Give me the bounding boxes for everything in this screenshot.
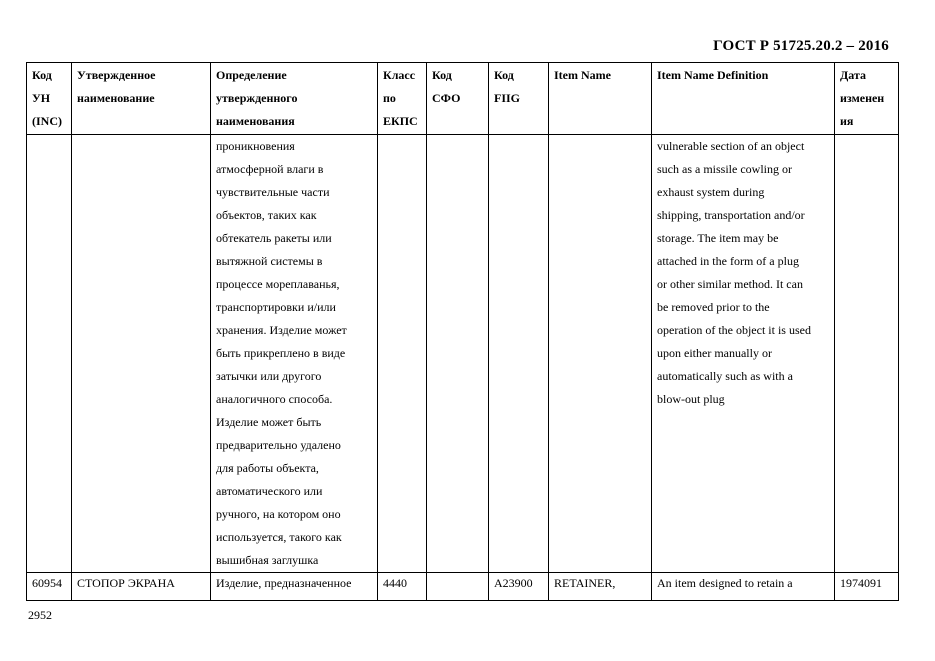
inc-cell: 60954	[27, 573, 72, 601]
item-name-cell: RETAINER,	[549, 573, 652, 601]
document-standard-header: ГОСТ Р 51725.20.2 – 2016	[713, 38, 889, 54]
item-names-table	[26, 62, 899, 601]
sfo-cell	[427, 573, 489, 601]
table-row	[27, 135, 899, 573]
definition-en-cell: An item designed to retain a	[652, 573, 835, 601]
column-header-item-name: Item Name	[549, 63, 652, 135]
column-header-definition: Определение утвержденного наименования	[211, 63, 378, 135]
class-cell: 4440	[378, 573, 427, 601]
continuation-definition-ru: проникновения атмосферной влаги в чувствительные части объектов, таких как обтекатель ракеты или вытяжной системы в процессе мореплаванья, транспортировки и/или хранения. Изделие может быть прикреплено в виде затычки или другого аналогичного способа. Изделие может быть предварительно удалено для работы объекта, автоматического или ручного, на котором оно используется, такого как вышибная заглушка	[211, 135, 378, 573]
table-header-row	[27, 63, 899, 135]
continuation-definition-en: vulnerable section of an object such as a missile cowling or exhaust system during shipping, transportation and/or storage. The item may be attached in the form of a plug or other similar method. It can be removed prior to the operation of the object it is used upon either manually or automatically such as with a blow-out plug	[652, 135, 835, 573]
column-header-inc: Код УН (INC)	[27, 63, 72, 135]
continuation-class-cell	[378, 135, 427, 573]
continuation-date-cell	[835, 135, 899, 573]
continuation-inc-cell	[27, 135, 72, 573]
column-header-approved-name: Утвержденное наименование	[72, 63, 211, 135]
column-header-fiig: Код FIIG	[489, 63, 549, 135]
approved-name-cell: СТОПОР ЭКРАНА	[72, 573, 211, 601]
date-cell: 1974091	[835, 573, 899, 601]
definition-ru-cell: Изделие, предназначенное	[211, 573, 378, 601]
column-header-date: Дата изменен ия	[835, 63, 899, 135]
continuation-sfo-cell	[427, 135, 489, 573]
column-header-class: Класс по ЕКПС	[378, 63, 427, 135]
continuation-fiig-cell	[489, 135, 549, 573]
continuation-name-cell	[72, 135, 211, 573]
table-row	[27, 573, 899, 601]
column-header-item-name-definition: Item Name Definition	[652, 63, 835, 135]
fiig-cell: A23900	[489, 573, 549, 601]
page-number: 2952	[28, 608, 52, 622]
column-header-sfo: Код СФО	[427, 63, 489, 135]
continuation-item-name-cell	[549, 135, 652, 573]
